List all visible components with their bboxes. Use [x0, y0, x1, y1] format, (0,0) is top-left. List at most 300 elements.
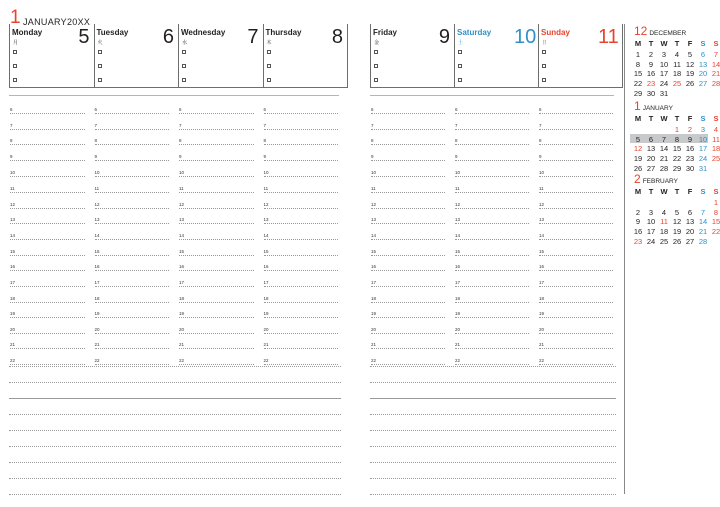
mini-date[interactable]: 27 — [698, 79, 708, 89]
mini-date[interactable]: 31 — [659, 88, 669, 98]
mini-date[interactable]: 13 — [646, 144, 656, 154]
weekday-label: S — [713, 114, 719, 123]
hour-label: 17 — [179, 280, 185, 285]
hour-line — [371, 270, 445, 271]
hour-label: 16 — [263, 264, 269, 269]
mini-date[interactable]: 16 — [685, 144, 695, 154]
hour-label: 9 — [371, 154, 374, 159]
hour-label: 13 — [179, 217, 185, 222]
hour-label: 16 — [539, 264, 545, 269]
hour-line — [455, 286, 529, 287]
note-line — [9, 430, 341, 431]
mini-date[interactable]: 10 — [698, 134, 708, 144]
hour-label: 18 — [179, 296, 185, 301]
weekday-label: M — [634, 39, 642, 48]
hour-line — [264, 255, 339, 256]
hour-label: 18 — [455, 296, 461, 301]
hour-line — [371, 176, 445, 177]
hour-line — [179, 270, 254, 271]
checkbox[interactable] — [374, 50, 378, 54]
hour-label: 14 — [179, 233, 185, 238]
hour-label: 12 — [455, 202, 461, 207]
mini-date[interactable]: 18 — [711, 144, 720, 154]
weekday-label: M — [634, 114, 642, 123]
day-kanji: 土 — [458, 40, 464, 46]
hour-label: 9 — [263, 154, 267, 159]
checkbox[interactable] — [542, 64, 546, 68]
hour-label: 7 — [10, 123, 13, 128]
hour-line — [371, 129, 445, 130]
mini-date[interactable]: 17 — [659, 69, 669, 79]
mini-date[interactable]: 31 — [698, 163, 708, 173]
hour-line — [179, 192, 254, 193]
hour-label: 15 — [539, 249, 545, 254]
mini-date[interactable]: 5 — [635, 134, 641, 144]
hour-label: 21 — [371, 342, 377, 347]
hour-line — [539, 176, 613, 177]
hour-line — [539, 286, 613, 287]
hour-line — [95, 113, 170, 114]
hour-label: 21 — [539, 342, 545, 347]
hour-line — [455, 144, 529, 145]
day-name: Friday — [373, 28, 398, 37]
hour-line — [264, 223, 339, 224]
hour-line — [371, 255, 445, 256]
mini-weekday-header — [634, 114, 720, 124]
day-kanji: 金 — [374, 40, 380, 46]
mini-month-number: 2 — [634, 172, 641, 186]
mini-date[interactable]: 19 — [633, 154, 643, 164]
checkbox[interactable] — [267, 64, 271, 68]
hour-line — [179, 302, 254, 303]
weekday-label: T — [648, 114, 654, 123]
mini-date[interactable]: 28 — [698, 236, 708, 246]
hour-line — [264, 333, 339, 334]
mini-date[interactable]: 10 — [659, 59, 669, 69]
hour-line — [371, 302, 445, 303]
mini-date[interactable]: 18 — [672, 69, 682, 79]
day-number: 6 — [162, 26, 174, 48]
note-line — [370, 494, 616, 495]
hour-line — [95, 286, 170, 287]
mini-date[interactable]: 26 — [685, 79, 695, 89]
hour-label: 20 — [455, 327, 461, 332]
hour-line — [95, 333, 170, 334]
hour-line — [10, 255, 85, 256]
hour-line — [10, 364, 85, 365]
hour-line — [371, 113, 445, 114]
mini-date[interactable]: 27 — [685, 236, 695, 246]
hour-label: 10 — [10, 170, 16, 175]
hour-label: 13 — [455, 217, 461, 222]
mini-date[interactable]: 25 — [659, 236, 669, 246]
hour-line — [179, 129, 254, 130]
day-name: Sunday — [541, 28, 570, 37]
mini-date[interactable]: 10 — [646, 217, 656, 227]
checkbox[interactable] — [98, 64, 102, 68]
mini-date[interactable]: 6 — [648, 134, 654, 144]
note-line — [9, 382, 341, 383]
mini-date[interactable]: 17 — [698, 144, 708, 154]
day-kanji: 火 — [97, 40, 103, 46]
hour-line — [539, 223, 613, 224]
mini-date[interactable]: 24 — [646, 236, 656, 246]
checkbox[interactable] — [458, 78, 462, 82]
mini-date[interactable]: 1 — [674, 125, 680, 134]
hour-line — [539, 239, 613, 240]
mini-date[interactable]: 1 — [635, 50, 641, 59]
weekday-label: T — [674, 187, 680, 196]
mini-date[interactable]: 21 — [659, 154, 669, 164]
day-kanji: 木 — [266, 40, 272, 46]
mini-date[interactable]: 30 — [685, 163, 695, 173]
mini-date[interactable]: 3 — [661, 50, 667, 59]
mini-date[interactable]: 28 — [659, 163, 669, 173]
hour-line — [539, 160, 613, 161]
mini-date[interactable]: 29 — [633, 88, 643, 98]
hour-label: 22 — [10, 358, 16, 363]
hour-label: 14 — [263, 233, 269, 238]
mini-date[interactable]: 25 — [672, 79, 682, 89]
hour-label: 16 — [94, 264, 100, 269]
hour-line — [10, 223, 85, 224]
mini-date[interactable]: 12 — [633, 144, 643, 154]
note-line — [370, 414, 616, 415]
mini-date[interactable]: 20 — [685, 227, 695, 237]
column-divider — [178, 24, 179, 87]
hour-label: 19 — [263, 311, 269, 316]
hour-line — [95, 160, 170, 161]
mini-date[interactable]: 22 — [633, 79, 643, 89]
checkbox[interactable] — [374, 64, 378, 68]
hour-label: 17 — [94, 280, 100, 285]
checkbox[interactable] — [98, 78, 102, 82]
hour-label: 11 — [539, 186, 544, 191]
timeline-top-line — [370, 95, 614, 96]
hour-line — [179, 144, 254, 145]
hour-line — [371, 192, 445, 193]
hour-line — [95, 223, 170, 224]
mini-month-name: DECEMBER — [649, 30, 687, 37]
hour-label: 15 — [371, 249, 377, 254]
hour-label: 20 — [10, 327, 16, 332]
checkbox[interactable] — [542, 78, 546, 82]
hour-label: 10 — [179, 170, 185, 175]
mini-date[interactable]: 23 — [633, 236, 643, 246]
mini-date[interactable]: 19 — [672, 227, 682, 237]
checkbox[interactable] — [13, 50, 17, 54]
year-label: 20XX — [67, 17, 91, 27]
hour-line — [539, 144, 613, 145]
column-divider — [538, 24, 539, 87]
hour-label: 19 — [179, 311, 185, 316]
mini-date[interactable]: 16 — [646, 69, 656, 79]
mini-date[interactable]: 11 — [673, 59, 681, 69]
hour-line — [10, 176, 85, 177]
hour-label: 6 — [94, 107, 98, 112]
mini-date[interactable]: 11 — [660, 217, 668, 227]
hour-label: 15 — [263, 249, 269, 254]
hour-line — [539, 364, 613, 365]
hour-label: 8 — [455, 138, 458, 143]
column-divider — [622, 24, 623, 87]
day-name: Wednesday — [181, 28, 226, 37]
mini-date[interactable]: 8 — [635, 59, 641, 69]
mini-date[interactable]: 1 — [713, 198, 719, 207]
hour-line — [264, 129, 339, 130]
hour-label: 9 — [10, 154, 13, 159]
mini-date[interactable]: 20 — [646, 154, 656, 164]
mini-date[interactable]: 12 — [672, 217, 682, 227]
checkbox[interactable] — [13, 78, 17, 82]
checkbox[interactable] — [542, 50, 546, 54]
hour-line — [539, 192, 613, 193]
hour-line — [10, 270, 85, 271]
hour-label: 22 — [263, 358, 269, 363]
hour-line — [539, 208, 613, 209]
hour-line — [371, 160, 445, 161]
hour-label: 14 — [94, 233, 100, 238]
hour-label: 12 — [539, 202, 545, 207]
day-name: Monday — [12, 28, 43, 37]
hour-line — [179, 286, 254, 287]
mini-week-row — [634, 227, 720, 237]
checkbox[interactable] — [267, 78, 271, 82]
hour-label: 6 — [10, 107, 13, 112]
mini-date[interactable]: 15 — [711, 217, 720, 227]
mini-date[interactable]: 6 — [687, 207, 693, 217]
mini-date[interactable]: 15 — [633, 69, 643, 79]
mini-week-row — [634, 154, 720, 164]
mini-month-name: JANUARY — [642, 105, 673, 112]
hour-line — [539, 255, 613, 256]
hour-label: 14 — [539, 233, 545, 238]
weekday-label: T — [674, 39, 680, 48]
note-line — [9, 414, 341, 415]
checkbox[interactable] — [458, 50, 462, 54]
hour-label: 9 — [179, 154, 182, 159]
mini-date[interactable]: 24 — [659, 79, 669, 89]
weekday-label: S — [713, 187, 719, 196]
checkbox[interactable] — [98, 50, 102, 54]
mini-date[interactable]: 16 — [633, 227, 643, 237]
hour-line — [264, 302, 339, 303]
mini-date[interactable]: 19 — [685, 69, 695, 79]
hour-label: 13 — [94, 217, 100, 222]
mini-month-number: 1 — [634, 99, 641, 113]
weekday-label: F — [687, 39, 693, 48]
hour-label: 16 — [371, 264, 377, 269]
mini-date[interactable]: 17 — [646, 227, 656, 237]
mini-date[interactable]: 22 — [672, 154, 682, 164]
hour-line — [455, 302, 529, 303]
column-divider — [263, 24, 264, 87]
mini-date[interactable]: 29 — [672, 163, 682, 173]
hour-label: 20 — [371, 327, 377, 332]
mini-date[interactable]: 14 — [698, 217, 708, 227]
mini-date[interactable]: 15 — [672, 144, 682, 154]
checkbox[interactable] — [374, 78, 378, 82]
hour-line — [95, 317, 170, 318]
hour-label: 11 — [455, 186, 460, 191]
mini-date[interactable]: 26 — [672, 236, 682, 246]
day-name: Tuesday — [96, 28, 129, 37]
hour-line — [264, 208, 339, 209]
mini-date[interactable]: 5 — [674, 207, 680, 217]
hour-label: 10 — [539, 170, 545, 175]
hour-label: 13 — [539, 217, 545, 222]
hour-line — [371, 317, 445, 318]
hour-line — [264, 113, 339, 114]
mini-date[interactable]: 27 — [646, 163, 656, 173]
hour-line — [539, 333, 613, 334]
mini-date[interactable]: 4 — [661, 207, 667, 217]
checkbox[interactable] — [458, 64, 462, 68]
hour-label: 12 — [263, 202, 269, 207]
hour-label: 11 — [10, 186, 15, 191]
mini-date[interactable]: 4 — [713, 125, 719, 134]
hour-line — [455, 129, 529, 130]
hour-label: 17 — [371, 280, 377, 285]
mini-date[interactable]: 3 — [648, 207, 654, 217]
weekday-label: W — [660, 39, 668, 48]
mini-date[interactable]: 13 — [685, 217, 695, 227]
month-name: JANUARY — [23, 17, 67, 27]
hour-line — [455, 176, 529, 177]
mini-date[interactable]: 26 — [633, 163, 643, 173]
mini-date[interactable]: 9 — [635, 217, 641, 227]
hour-label: 8 — [263, 138, 267, 143]
mini-date[interactable]: 25 — [711, 154, 720, 164]
mini-date[interactable]: 28 — [711, 79, 720, 89]
mini-date[interactable]: 12 — [685, 59, 695, 69]
hour-line — [455, 333, 529, 334]
hour-label: 19 — [371, 311, 377, 316]
checkbox[interactable] — [13, 64, 17, 68]
hour-line — [95, 270, 170, 271]
hour-label: 8 — [371, 138, 374, 143]
hour-line — [10, 239, 85, 240]
column-divider — [454, 24, 455, 87]
hour-label: 16 — [455, 264, 461, 269]
hour-label: 12 — [94, 202, 100, 207]
day-number: 9 — [438, 26, 450, 48]
checkbox[interactable] — [182, 78, 186, 82]
mini-date[interactable]: 20 — [698, 69, 708, 79]
hour-line — [10, 208, 85, 209]
mini-date[interactable]: 9 — [687, 134, 693, 144]
mini-date[interactable]: 13 — [698, 59, 708, 69]
mini-weekday-header — [634, 187, 720, 197]
hour-line — [95, 302, 170, 303]
mini-date[interactable]: 2 — [687, 125, 693, 134]
hour-line — [371, 223, 445, 224]
day-number: 8 — [331, 26, 343, 48]
hour-line — [10, 302, 85, 303]
mini-date[interactable]: 24 — [698, 154, 708, 164]
mini-date[interactable]: 21 — [698, 227, 708, 237]
hour-line — [455, 223, 529, 224]
header-bottom-line — [9, 87, 348, 88]
mini-calendar-title — [634, 172, 678, 186]
mini-date[interactable]: 7 — [661, 134, 667, 144]
hour-label: 21 — [94, 342, 100, 347]
hour-label: 9 — [539, 154, 542, 159]
column-divider — [94, 24, 95, 87]
hour-line — [539, 302, 613, 303]
day-name: Saturday — [457, 28, 492, 37]
mini-month-name: FEBRUARY — [642, 178, 678, 185]
mini-date[interactable]: 8 — [713, 207, 719, 217]
hour-line — [539, 113, 613, 114]
hour-label: 21 — [179, 342, 185, 347]
mini-date[interactable]: 2 — [635, 207, 641, 217]
mini-date[interactable]: 11 — [712, 134, 720, 144]
hour-line — [179, 223, 254, 224]
mini-date[interactable]: 6 — [700, 50, 706, 59]
hour-line — [179, 113, 254, 114]
note-line — [370, 398, 616, 399]
mini-date[interactable]: 3 — [700, 125, 706, 134]
mini-date[interactable]: 8 — [674, 134, 680, 144]
note-line — [370, 478, 616, 479]
checkbox[interactable] — [182, 64, 186, 68]
mini-date[interactable]: 14 — [659, 144, 669, 154]
hour-line — [179, 255, 254, 256]
weekday-label: S — [700, 39, 706, 48]
column-divider — [370, 24, 371, 87]
hour-line — [371, 239, 445, 240]
hour-label: 16 — [179, 264, 185, 269]
mini-date[interactable]: 4 — [674, 50, 680, 59]
day-number: 7 — [247, 26, 259, 48]
mini-date[interactable]: 18 — [659, 227, 669, 237]
hour-label: 17 — [263, 280, 269, 285]
mini-date[interactable]: 22 — [711, 227, 720, 237]
hour-line — [179, 333, 254, 334]
day-kanji: 月 — [13, 40, 19, 46]
weekday-label: W — [660, 114, 668, 123]
hour-line — [455, 255, 529, 256]
mini-date[interactable]: 7 — [713, 50, 719, 59]
mini-calendar-title — [634, 24, 686, 38]
mini-date[interactable]: 2 — [648, 50, 654, 59]
note-line — [9, 494, 341, 495]
mini-date[interactable]: 9 — [648, 59, 654, 69]
checkbox[interactable] — [182, 50, 186, 54]
mini-date[interactable]: 21 — [711, 69, 720, 79]
weekday-label: F — [687, 114, 693, 123]
hour-line — [264, 176, 339, 177]
checkbox[interactable] — [267, 50, 271, 54]
mini-date[interactable]: 30 — [646, 88, 656, 98]
mini-date[interactable]: 5 — [687, 50, 693, 59]
mini-date[interactable]: 23 — [646, 79, 656, 89]
weekday-label: M — [634, 187, 642, 196]
mini-date[interactable]: 7 — [700, 207, 706, 217]
mini-week-row — [634, 79, 720, 89]
hour-line — [95, 176, 170, 177]
hour-line — [455, 208, 529, 209]
hour-line — [179, 208, 254, 209]
hour-label: 7 — [539, 123, 542, 128]
note-line — [9, 462, 341, 463]
note-line — [9, 366, 341, 367]
mini-date[interactable]: 23 — [685, 154, 695, 164]
hour-line — [455, 317, 529, 318]
note-line — [9, 478, 341, 479]
mini-date[interactable]: 14 — [711, 59, 720, 69]
